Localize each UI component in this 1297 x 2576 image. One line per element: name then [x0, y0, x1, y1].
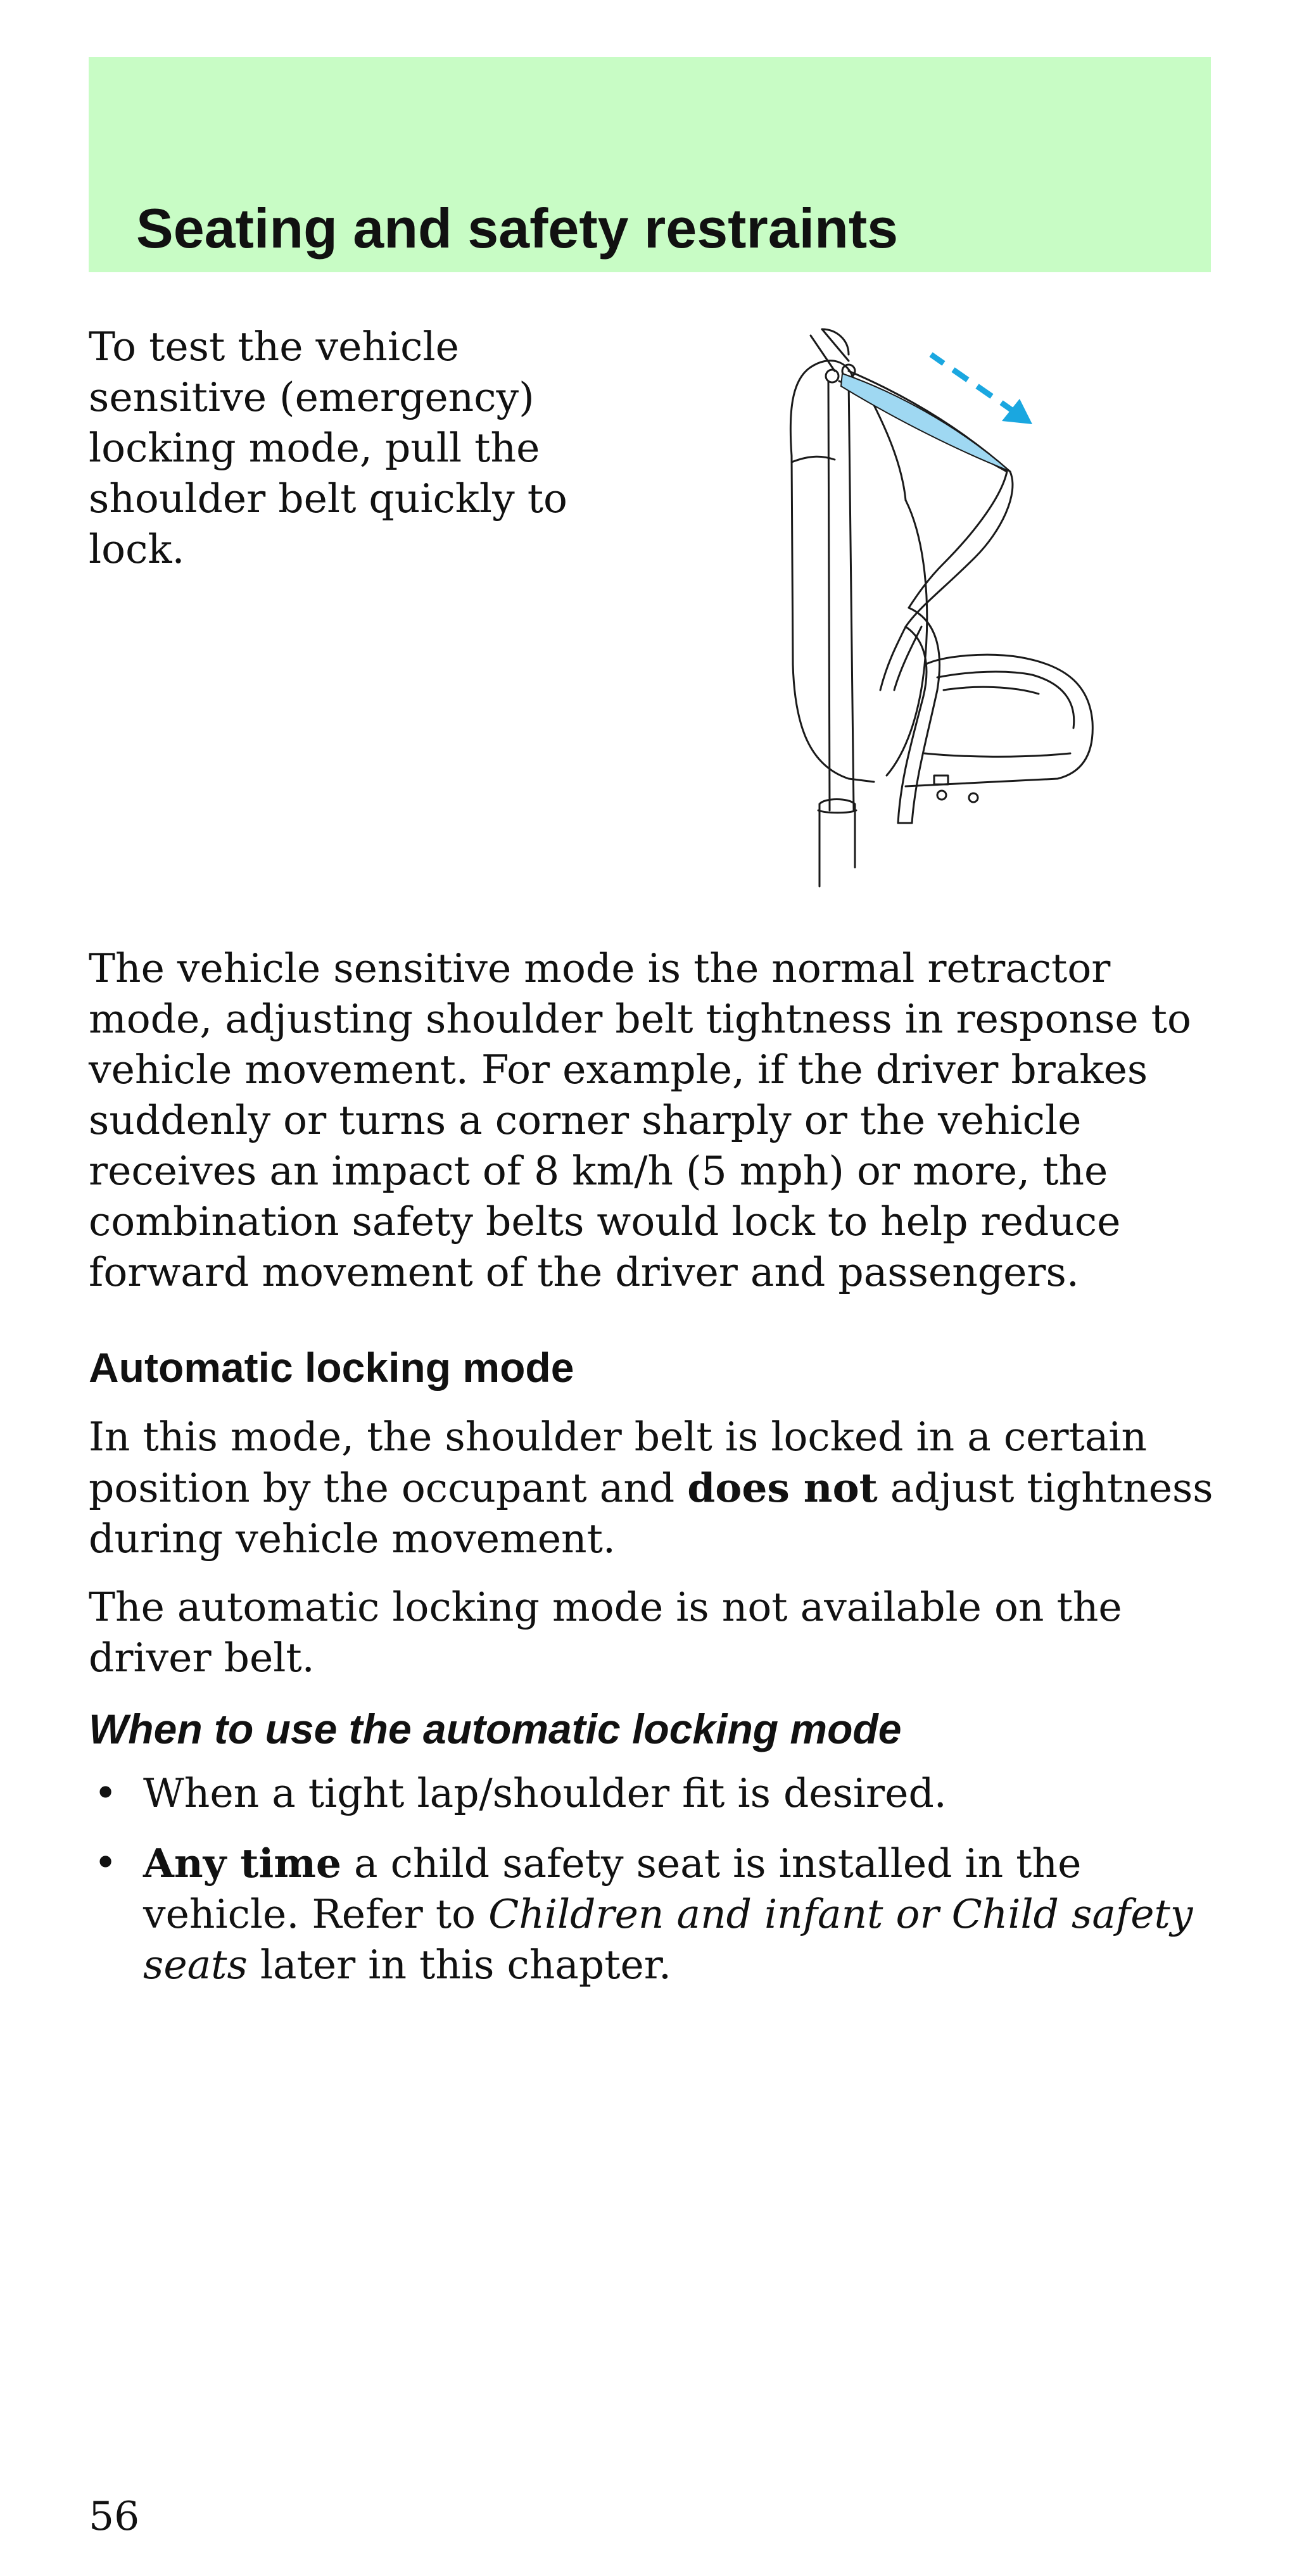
- page-number: 56: [89, 2493, 140, 2539]
- list-item: [89, 1838, 1222, 1990]
- bullet-icon: •: [94, 1840, 118, 1886]
- automatic-paragraph-2: The automatic locking mode is not available on the driver belt.: [89, 1584, 1122, 1681]
- automatic-locking-heading: Automatic locking mode: [89, 1344, 574, 1391]
- bullet-2-text: a child safety seat is installed in the vehicle. Refer to: [143, 1840, 1082, 1937]
- vehicle-sensitive-paragraph: The vehicle sensitive mode is the normal retractor mode, adjusting shoulder belt tightness in response to vehicle movement. For example, if the driver brakes suddenly or turns a corner sharply or the vehicle receives an impact of 8 km/h (5 mph) or more, the combination safety belts would lock to help reduce forward movement of the driver and passengers.: [89, 945, 1191, 1295]
- any-time-emphasis: Any time: [143, 1840, 342, 1887]
- list-item: [89, 1768, 1222, 1819]
- seat-belt-figure: [754, 310, 1108, 893]
- automatic-p1-after: adjust tightness during vehicle movement.: [89, 1465, 1213, 1562]
- usage-bullet-list: [89, 1768, 1222, 1990]
- seat-belt-pull-illustration-icon: [754, 310, 1108, 893]
- chapter-reference: Children and infant or Child safety seats: [143, 1891, 1193, 1988]
- header-band: [89, 57, 1211, 272]
- main-content: [89, 943, 1222, 1990]
- bullet-icon: •: [94, 1770, 118, 1816]
- when-to-use-heading: When to use the automatic locking mode: [89, 1706, 902, 1752]
- automatic-p1-before: In this mode, the shoulder belt is locked in a certain position by the occupant and: [89, 1414, 1148, 1511]
- automatic-paragraph-1: [89, 1412, 1222, 1564]
- intro-paragraph: To test the vehicle sensitive (emergency) locking mode, pull the shoulder belt quickly to lock.: [89, 324, 567, 572]
- bullet-2-end: later in this chapter.: [247, 1942, 672, 1988]
- bullet-1-text: When a tight lap/shoulder fit is desired.: [143, 1770, 947, 1816]
- page-title: Seating and safety restraints: [136, 197, 899, 260]
- does-not-emphasis: does not: [687, 1464, 878, 1511]
